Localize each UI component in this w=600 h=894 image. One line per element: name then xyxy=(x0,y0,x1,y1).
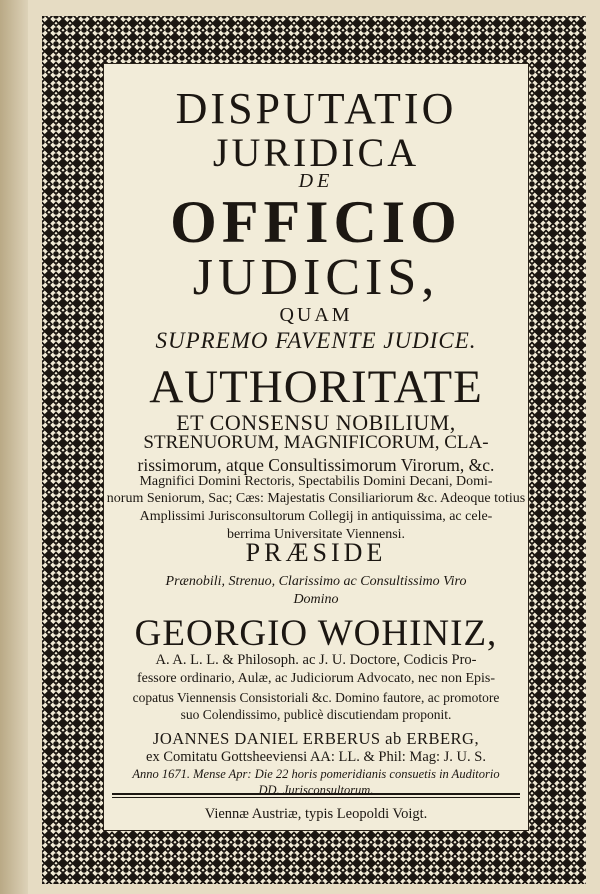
title-quam: QUAM xyxy=(279,304,353,326)
text-doctore: A. A. L. L. & Philosoph. ac J. U. Doctore, Codicis Pro- xyxy=(155,652,477,668)
text-fessore: fessore ordinario, Aulæ, ac Judiciorum Advocato, nec non Epis- xyxy=(136,671,496,686)
title-supremo: SUPREMO FAVENTE JUDICE. xyxy=(155,328,477,353)
text-colendissimo: suo Colendissimo, publicè discutiendam proponit. xyxy=(180,707,452,722)
title-disputatio: DISPUTATIO xyxy=(175,84,457,133)
text-comitatu: ex Comitatu Gottsheeviensi AA: LL. & Phil: Mag: J. U. S. xyxy=(146,749,486,765)
title-officio: OFFICIO xyxy=(170,189,462,255)
text-jurisconsultorum: DD. Jurisconsultorum. xyxy=(258,783,374,797)
title-juridica: JURIDICA xyxy=(212,130,420,175)
imprint-rule xyxy=(112,793,520,795)
title-praeside: PRÆSIDE xyxy=(245,538,387,567)
text-rissimorum: rissimorum, atque Consultissimorum Virorum, &c. xyxy=(137,455,495,475)
text-amplissimi: Amplissimi Jurisconsultorum Collegij in antiquissima, ac cele- xyxy=(139,509,493,524)
title-judicis: JUDICIS, xyxy=(192,249,440,306)
title-authoritate: AUTHORITATE xyxy=(149,361,483,413)
text-domino: Domino xyxy=(293,592,339,607)
text-copatus: copatus Viennensis Consistoriali &c. Domino fautore, ac promotore xyxy=(132,690,500,705)
text-praenobili: Prænobili, Strenuo, Clarissimo ac Consultissimo Viro xyxy=(165,574,467,589)
title-consensu: ET CONSENSU NOBILIUM, xyxy=(176,410,456,435)
title-de: DE xyxy=(298,170,334,192)
imprint-rule-thin xyxy=(112,797,520,798)
title-strenuorum: STRENUORUM, MAGNIFICORUM, CLA- xyxy=(143,432,489,453)
text-norum: norum Seniorum, Sac; Cæs: Majestatis Consiliariorum &c. Adeoque totius xyxy=(106,491,526,506)
text-magnifici: Magnifici Domini Rectoris, Spectabilis Domini Decani, Domi- xyxy=(139,474,493,489)
imprint-viennae: Viennæ Austriæ, typis Leopoldi Voigt. xyxy=(204,806,428,822)
text-berrima: berrima Universitate Viennensi. xyxy=(226,527,406,542)
text-anno: Anno 1671. Mense Apr: Die 22 horis pomeridianis consuetis in Auditorio xyxy=(132,767,500,781)
book-spine-shadow xyxy=(0,0,28,894)
title-georgio-wohiniz: GEORGIO WOHINIZ, xyxy=(134,613,498,654)
title-joannes: JOANNES DANIEL ERBERUS ab ERBERG, xyxy=(152,729,480,748)
